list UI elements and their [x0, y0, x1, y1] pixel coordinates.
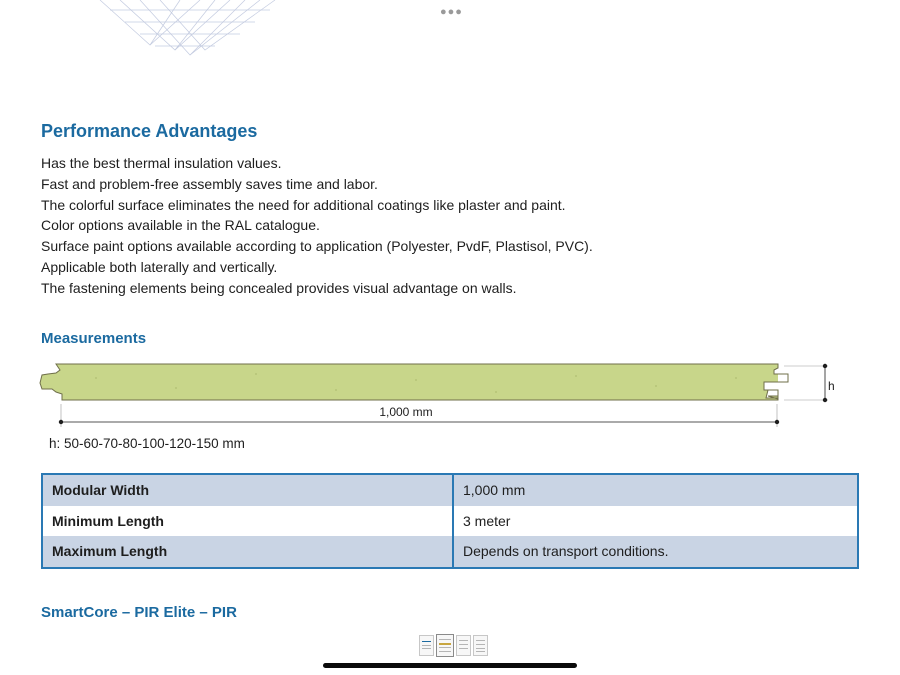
page-thumbnail-strip[interactable] [419, 635, 488, 658]
advantage-item: Applicable both laterally and vertically. [41, 258, 278, 275]
advantage-item: The fastening elements being concealed provides visual advantage on walls. [41, 279, 517, 296]
advantage-item: Surface paint options available according to application (Polyester, PvdF, Plastisol, PVC). [41, 238, 593, 255]
more-options-icon[interactable]: ●●● [440, 6, 463, 18]
height-label: h [828, 379, 835, 393]
page-thumbnail[interactable] [419, 635, 434, 656]
page-thumbnail[interactable] [473, 635, 488, 656]
page-thumbnail-current[interactable] [436, 634, 454, 657]
section-title-smartcore: SmartCore – PIR Elite – PIR [41, 604, 237, 621]
advantage-item: Color options available in the RAL catalogue. [41, 217, 320, 234]
table-row [42, 536, 858, 568]
section-title-measurements: Measurements [41, 330, 147, 347]
section-title-performance: Performance Advantages [41, 121, 258, 141]
table-row [42, 474, 858, 506]
row-value: 1,000 mm [453, 474, 858, 506]
advantage-item: Has the best thermal insulation values. [41, 155, 282, 171]
home-indicator[interactable] [323, 663, 577, 668]
width-label: 1,000 mm [379, 405, 433, 419]
panel-measurement-diagram [36, 360, 846, 436]
specification-table [41, 473, 859, 569]
advantages-list [41, 153, 593, 299]
page-thumbnail[interactable] [456, 635, 471, 656]
decorative-wireframe-art [0, 0, 300, 70]
table-row [42, 506, 858, 537]
row-label: Modular Width [42, 474, 453, 506]
thickness-options: h: 50-60-70-80-100-120-150 mm [49, 436, 245, 451]
row-label: Maximum Length [42, 536, 453, 568]
advantage-item: The colorful surface eliminates the need for additional coatings like plaster and paint. [41, 196, 566, 213]
row-label: Minimum Length [42, 506, 453, 537]
advantage-item: Fast and problem-free assembly saves time and labor. [41, 175, 378, 192]
row-value: Depends on transport conditions. [453, 536, 858, 568]
row-value: 3 meter [463, 512, 511, 529]
sandwich-panel-profile [40, 364, 788, 400]
